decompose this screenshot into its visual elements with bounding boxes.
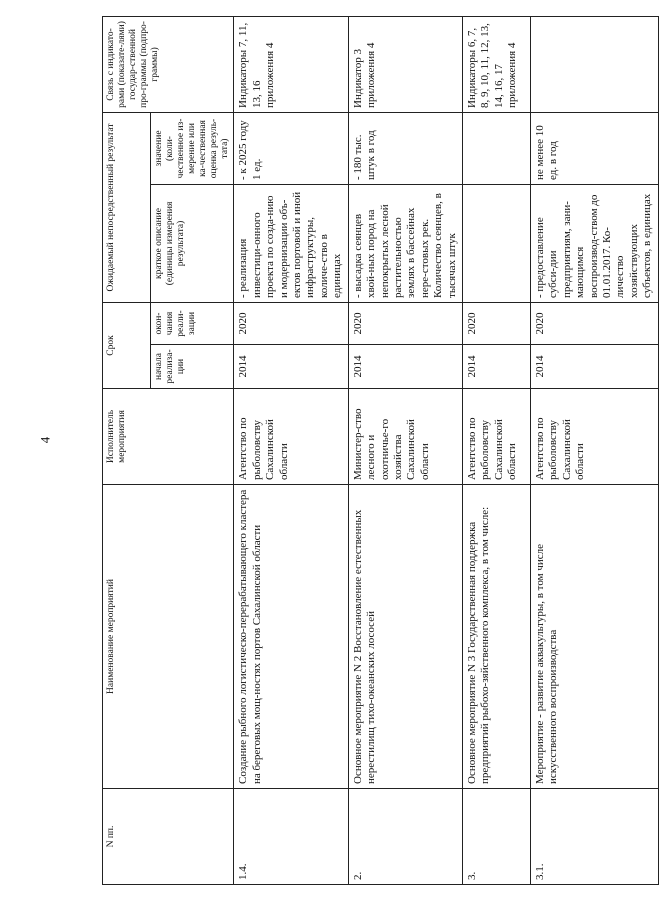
row-link: Индикатор 3 приложения 4 [348, 16, 462, 112]
table-row [462, 16, 530, 884]
row-executor: Агентство по рыболовству Сахалинской области [462, 389, 530, 485]
row-executor: Министер-ство лесного и охотничье-го хозяйства Сахалинской области [348, 389, 462, 485]
row-executor: Агентство по рыболовству Сахалинской области [234, 389, 348, 485]
header-result-desc: краткое описание (единицы измерения результата) [151, 184, 234, 302]
row-num: 3. [462, 789, 530, 885]
row-start: 2014 [530, 345, 658, 389]
row-desc: - высадка сеянцев хвой-ных пород на непокрытых лесной растительностью землях в бассейнах нере-стовых рек. Количество сеянцев, в тысячах штук [348, 184, 462, 302]
row-end: 2020 [462, 302, 530, 344]
row-desc: - предоставление субси-дии предприятиям, зани-мающимся воспроизвод-ством до 01.01.2017. Ко-личество хозяйствующих субъектов, в единицах [530, 184, 658, 302]
row-name: Мероприятие - развитие аквакультуры, в том числе искусственного воспроизводства [530, 485, 658, 789]
row-link: Индикаторы 7, 11, 13, 16 приложения 4 [234, 16, 348, 112]
header-term-end: окон-чания реали-зации [151, 302, 234, 344]
row-start: 2014 [234, 345, 348, 389]
row-num: 1.4. [234, 789, 348, 885]
row-value [462, 112, 530, 184]
row-end: 2020 [348, 302, 462, 344]
row-num: 3.1. [530, 789, 658, 885]
row-num: 2. [348, 789, 462, 885]
row-value: - к 2025 году 1 ед. [234, 112, 348, 184]
row-start: 2014 [348, 345, 462, 389]
row-name: Создание рыбного логистическо-перерабатывающего кластера на береговых мощ-ностях портов Сахалинской области [234, 485, 348, 789]
rotated-table-container [102, 17, 654, 885]
row-link [530, 16, 658, 112]
row-value: - 180 тыс. штук в год [348, 112, 462, 184]
row-name: Основное мероприятие N 3 Государственная поддержка предприятий рыбохо-зяйственного комплекса, в том числе: [462, 485, 530, 789]
header-result: Ожидаемый непосредственный результат [103, 112, 151, 302]
row-link: Индикаторы 6, 7, 8, 9, 10, 11, 12, 13, 14, 16, 17 приложения 4 [462, 16, 530, 112]
header-term: Срок [103, 302, 151, 388]
row-start: 2014 [462, 345, 530, 389]
row-value: не менее 10 ед. в год [530, 112, 658, 184]
row-desc [462, 184, 530, 302]
header-result-value: значение (коли-чественное из-мерение или ка-чественная оценка резуль-тата) [151, 112, 234, 184]
page-number: 4 [37, 436, 53, 444]
row-executor: Агентство по рыболовству Сахалинской области [530, 389, 658, 485]
measures-table [102, 16, 659, 885]
header-name: Наименование мероприятий [103, 485, 234, 789]
header-term-start: начала реализа-ции [151, 345, 234, 389]
table-row [234, 16, 348, 884]
row-end: 2020 [234, 302, 348, 344]
row-desc: - реализация инвестици-онного проекта по созда-нию и модернизации объ-ектов портовой и иной инфраструктуры, количе-ство в единицах [234, 184, 348, 302]
table-row [348, 16, 462, 884]
header-executor: Исполнитель мероприятия [103, 389, 234, 485]
row-name: Основное мероприятие N 2 Восстановление естественных нерестилищ тихо-океанских лососей [348, 485, 462, 789]
table-row [530, 16, 658, 884]
header-num: N пп. [103, 789, 234, 885]
header-link: Связь с индикато-рами (показате-лями) государ-ственной про-граммы (подпро-граммы) [103, 16, 234, 112]
row-end: 2020 [530, 302, 658, 344]
